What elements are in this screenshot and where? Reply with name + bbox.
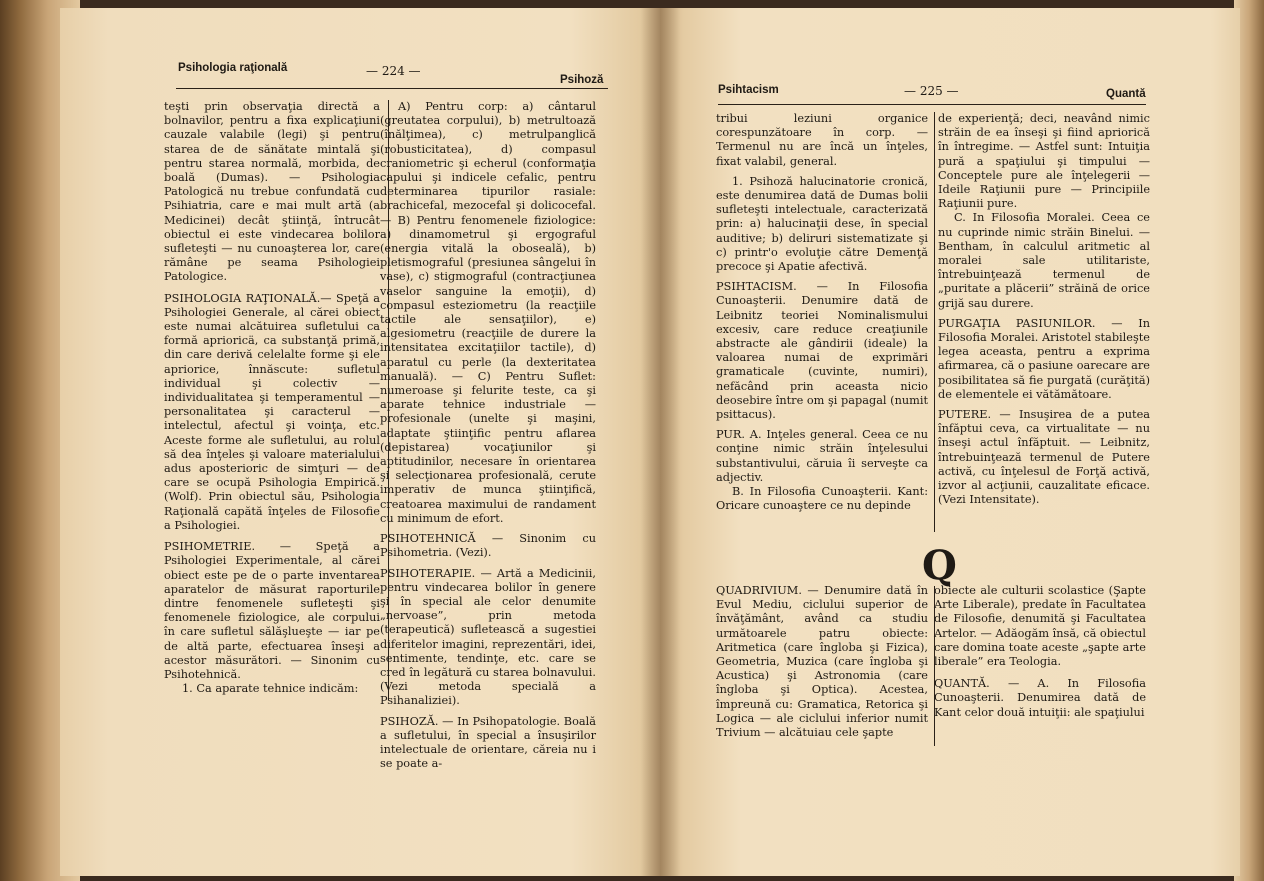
right-column-divider-top	[934, 112, 935, 532]
right-column-2	[938, 112, 1150, 507]
right-page	[660, 8, 1240, 876]
entry-psihoterapie: PSIHOTERAPIE. — Artă a Medicinii, pentru vindecarea bolilor în genere şi în special ale celor denumite „nervoase”, prin metoda (terapeutică) sufletească a sugestiei diferitelor imagini, reprezentări, idei, sentimente, tendinţe, etc. care se cred în legătură cu starea bolnavului. (Vezi metoda specială a Psihanaliziei).	[380, 566, 596, 708]
right-running-head-right: Quantă	[1106, 88, 1146, 100]
right-column-3	[716, 584, 928, 740]
left-column-2	[380, 100, 596, 771]
right-col2-para-2: C. In Filosofia Moralei. Ceea ce nu cuprinde nimic străin Binelui. — Bentham, în calculul aritmetic al moralei sale utilitariste, întrebuinţează termenul de „puritate a plăcerii” străină de orice grijă sau durere.	[938, 211, 1150, 310]
right-column-1	[716, 112, 928, 513]
left-column-1	[164, 100, 380, 696]
entry-psihtacism: PSIHTACISM. — In Filosofia Cunoaşterii. Denumire dată de Leibnitz teoriei Nominalismului excesiv, care reduce creaţiunile abstracte ale gândirii (ideale) la valoarea numai de exprimări gramaticale (cuvinte, numiri), nefăcând prin aceasta nicio deosebire între om şi papagal (numit psittacus).	[716, 280, 928, 422]
right-column-4	[934, 584, 1146, 720]
right-page-number: — 225 —	[904, 84, 959, 98]
entry-psihologia-rationala: PSIHOLOGIA RAŢIONALĂ.— Speţă a Psihologiei Generale, al cărei obiect este numai alcătuirea sufletului ca formă aprioricä, ca substanţă primă, din care derivă celelalte forme şi ele apriorice, înnăscute: sufletul individual şi colectiv — individualitatea şi temperamentul — personalitatea şi caracterul — intelectul, afectul şi voinţa, etc. Aceste forme ale sufletului, au rolul să dea înţeles şi valoare materialului adus aposterioric de simţuri — de care se ocupă Psihologia Empirică. (Wolf). Prin obiectul său, Psihologia Raţională capătă înţeles de Filosofie a Psihologiei.	[164, 291, 380, 532]
section-letter-q: Q	[922, 542, 957, 589]
book-gutter	[640, 8, 680, 876]
left-page	[60, 8, 660, 876]
entry-quanta: QUANTĂ. — A. In Filosofia Cunoaşterii. Denumirea dată de Kant celor două intuiţii: ale spaţiului	[934, 677, 1146, 719]
left-running-head-right: Psihoză	[560, 74, 604, 86]
entry-putere: PUTERE. — Insuşirea de a putea înfăptui ceva, ca virtualitate — nu însеşi actul înfăptuit. — Leibnitz, întrebuinţează termenul de Putere activă, cu înţelesul de Forţă activă, izvor al acţiunii, cauzalitate eficace. (Vezi Intensitate).	[938, 408, 1150, 507]
left-header-rule	[176, 88, 608, 89]
right-running-head: Psihtacism	[718, 84, 779, 96]
right-col1-para-5: B. In Filosofia Cunoaşterii. Kant: Oricare cunoaştere ce nu depinde	[716, 485, 928, 513]
right-col4-para-1: obiecte ale culturii scolastice (Şapte Arte Liberale), predate în Facultatea de Filosofie, denumită şi Facultatea Artelor. — Adăogăm însă, că obiectul care domina toate aceste „şapte arte liberale” era Teologia.	[934, 584, 1146, 669]
left-col1-para-1: teşti prin observaţia directă a bolnavilor, pentru a fixa explicaţiuni cauzale valabile (legi) şi pentru starea de de sănătate mintală şi pentru starea normală, morbida, de boală (Dumas). — Psihologia Patologică nu trebue confundată cu Psihiatria, care e mai mult artă (a Medicinei) decât ştiinţă, întrucât obiectul ei este vindecarea bolilor sufleteşti — nu cunoaşterea lor, care rămâne pe seama Psihologiei Patologice.	[164, 100, 380, 284]
entry-purgatia-pasiunilor: PURGAŢIA PASIUNILOR. — In Filosofia Moralei. Aristotel stabileşte legea aceasta, pentru a exprima afirmarea, că o pasiune oarecare are posibilitatea să fie purgată (curăţită) de elementele ei vătămătoare.	[938, 316, 1150, 401]
left-running-head: Psihologia raţională	[178, 62, 288, 74]
right-col1-para-1: tribui leziuni organice corespunzătoare în corp. — Termenul nu are încă un înţeles, fixat valabil, general.	[716, 112, 928, 168]
left-col2-para-1: A) Pentru corp: a) cântarul (greutatea corpului), b) metrultoază (înălţimea), c) metrulpanglică (robusticitatea), d) compasul craniometric şi echerul (conformaţia capului şi indicele cefalic, pentru determinarea tipurilor rasiale: brachicefal, mezocefal şi dolicocefal. — B) Pentru fenomenele fiziologice: a) dinamometrul şi ergograful (energia vitală la oboseală), b) pletismograful (presiunea sângelui în vase), c) stigmograful (contracţiunea vaselor sanguine la emoţii), d) compasul esteziometru (la reacţiile tactile ale sensaţiilor), e) algesiometru (reacţiile de durere la intensitatea excitaţiilor tactile), d) aparatul cu perle (la dexteritatea manuală). — C) Pentru Suflet: numeroase şi felurite teste, ca şi aparate tehnice industriale — profesionale (unelte şi maşini, adaptate ştiinţific pentru aflarea (depistarea) vocaţiunilor şi aptitudinilor, necesare în orientarea şi selecţionarea profesională, cerute imperativ de munca ştiinţifică, creatoarea maximului de randament cu minimum de efort.	[380, 100, 596, 525]
entry-quadrivium: QUADRIVIUM. — Denumire dată în Evul Mediu, ciclului superior de învăţământ, având ca studiu următoarele patru obiecte: Aritmetica (care îngloba şi Fizica), Geometria, Muzica (care îngloba şi Acustica) şi Astronomia (care îngloba şi Optica). Acestea, împreună cu: Gramatica, Retorica şi Logica — ale ciclului inferior numit Trivium — alcătuiau cele şapte	[716, 584, 928, 740]
entry-pur: PUR. A. Inţeles general. Ceea ce nu conţine nimic străin înţelesului substantivului, căruia îi serveşte ca adjectiv.	[716, 428, 928, 484]
right-header-rule	[718, 104, 1146, 105]
left-page-number: — 224 —	[366, 64, 421, 78]
left-col1-para-4: 1. Ca aparate tehnice indicăm:	[182, 682, 359, 696]
entry-psihoza: PSIHOZĂ. — In Psihopatologie. Boală a sufletului, în special a însuşirilor intelectuale de orientare, căreia nu i se poate a-	[380, 714, 596, 771]
entry-psihotehnica: PSIHOTEHNICĂ — Sinonim cu Psihometria. (Vezi).	[380, 532, 596, 560]
right-col2-para-1: de experienţă; deci, neavând nimic străin de ea înseşi şi fiind apriorică în întregime. — Astfel sunt: Intuiţia pură a spaţiului şi timpului — Conceptele pure ale înţelegerii — Ideile Raţiunii pure — Principiile Raţiunii pure.	[938, 112, 1150, 211]
entry-psihometrie: PSIHOMETRIE. — Speţă a Psihologiei Experimentale, al cărei obiect este pe de o parte inventarea aparatelor de măsurat raporturile dintre fenomenele sufleteşti şi fenomenele fiziologice, ale corpului în care sufletul sălăşlueşte — iar pe de altă parte, efectuarea înseşi a acestor măsurători. — Sinonim cu Psihotehnică.	[164, 540, 380, 681]
right-col1-para-2: 1. Psihoză halucinatorie cronică, este denumirea dată de Dumas bolii sufleteşti intelectuale, caracterizată prin: a) halucinaţii dese, în special auditive; b) delirurі sistematizate şi c) printr'o evoluţie către Demenţă precoce şi Apatie afectivă.	[716, 174, 928, 274]
